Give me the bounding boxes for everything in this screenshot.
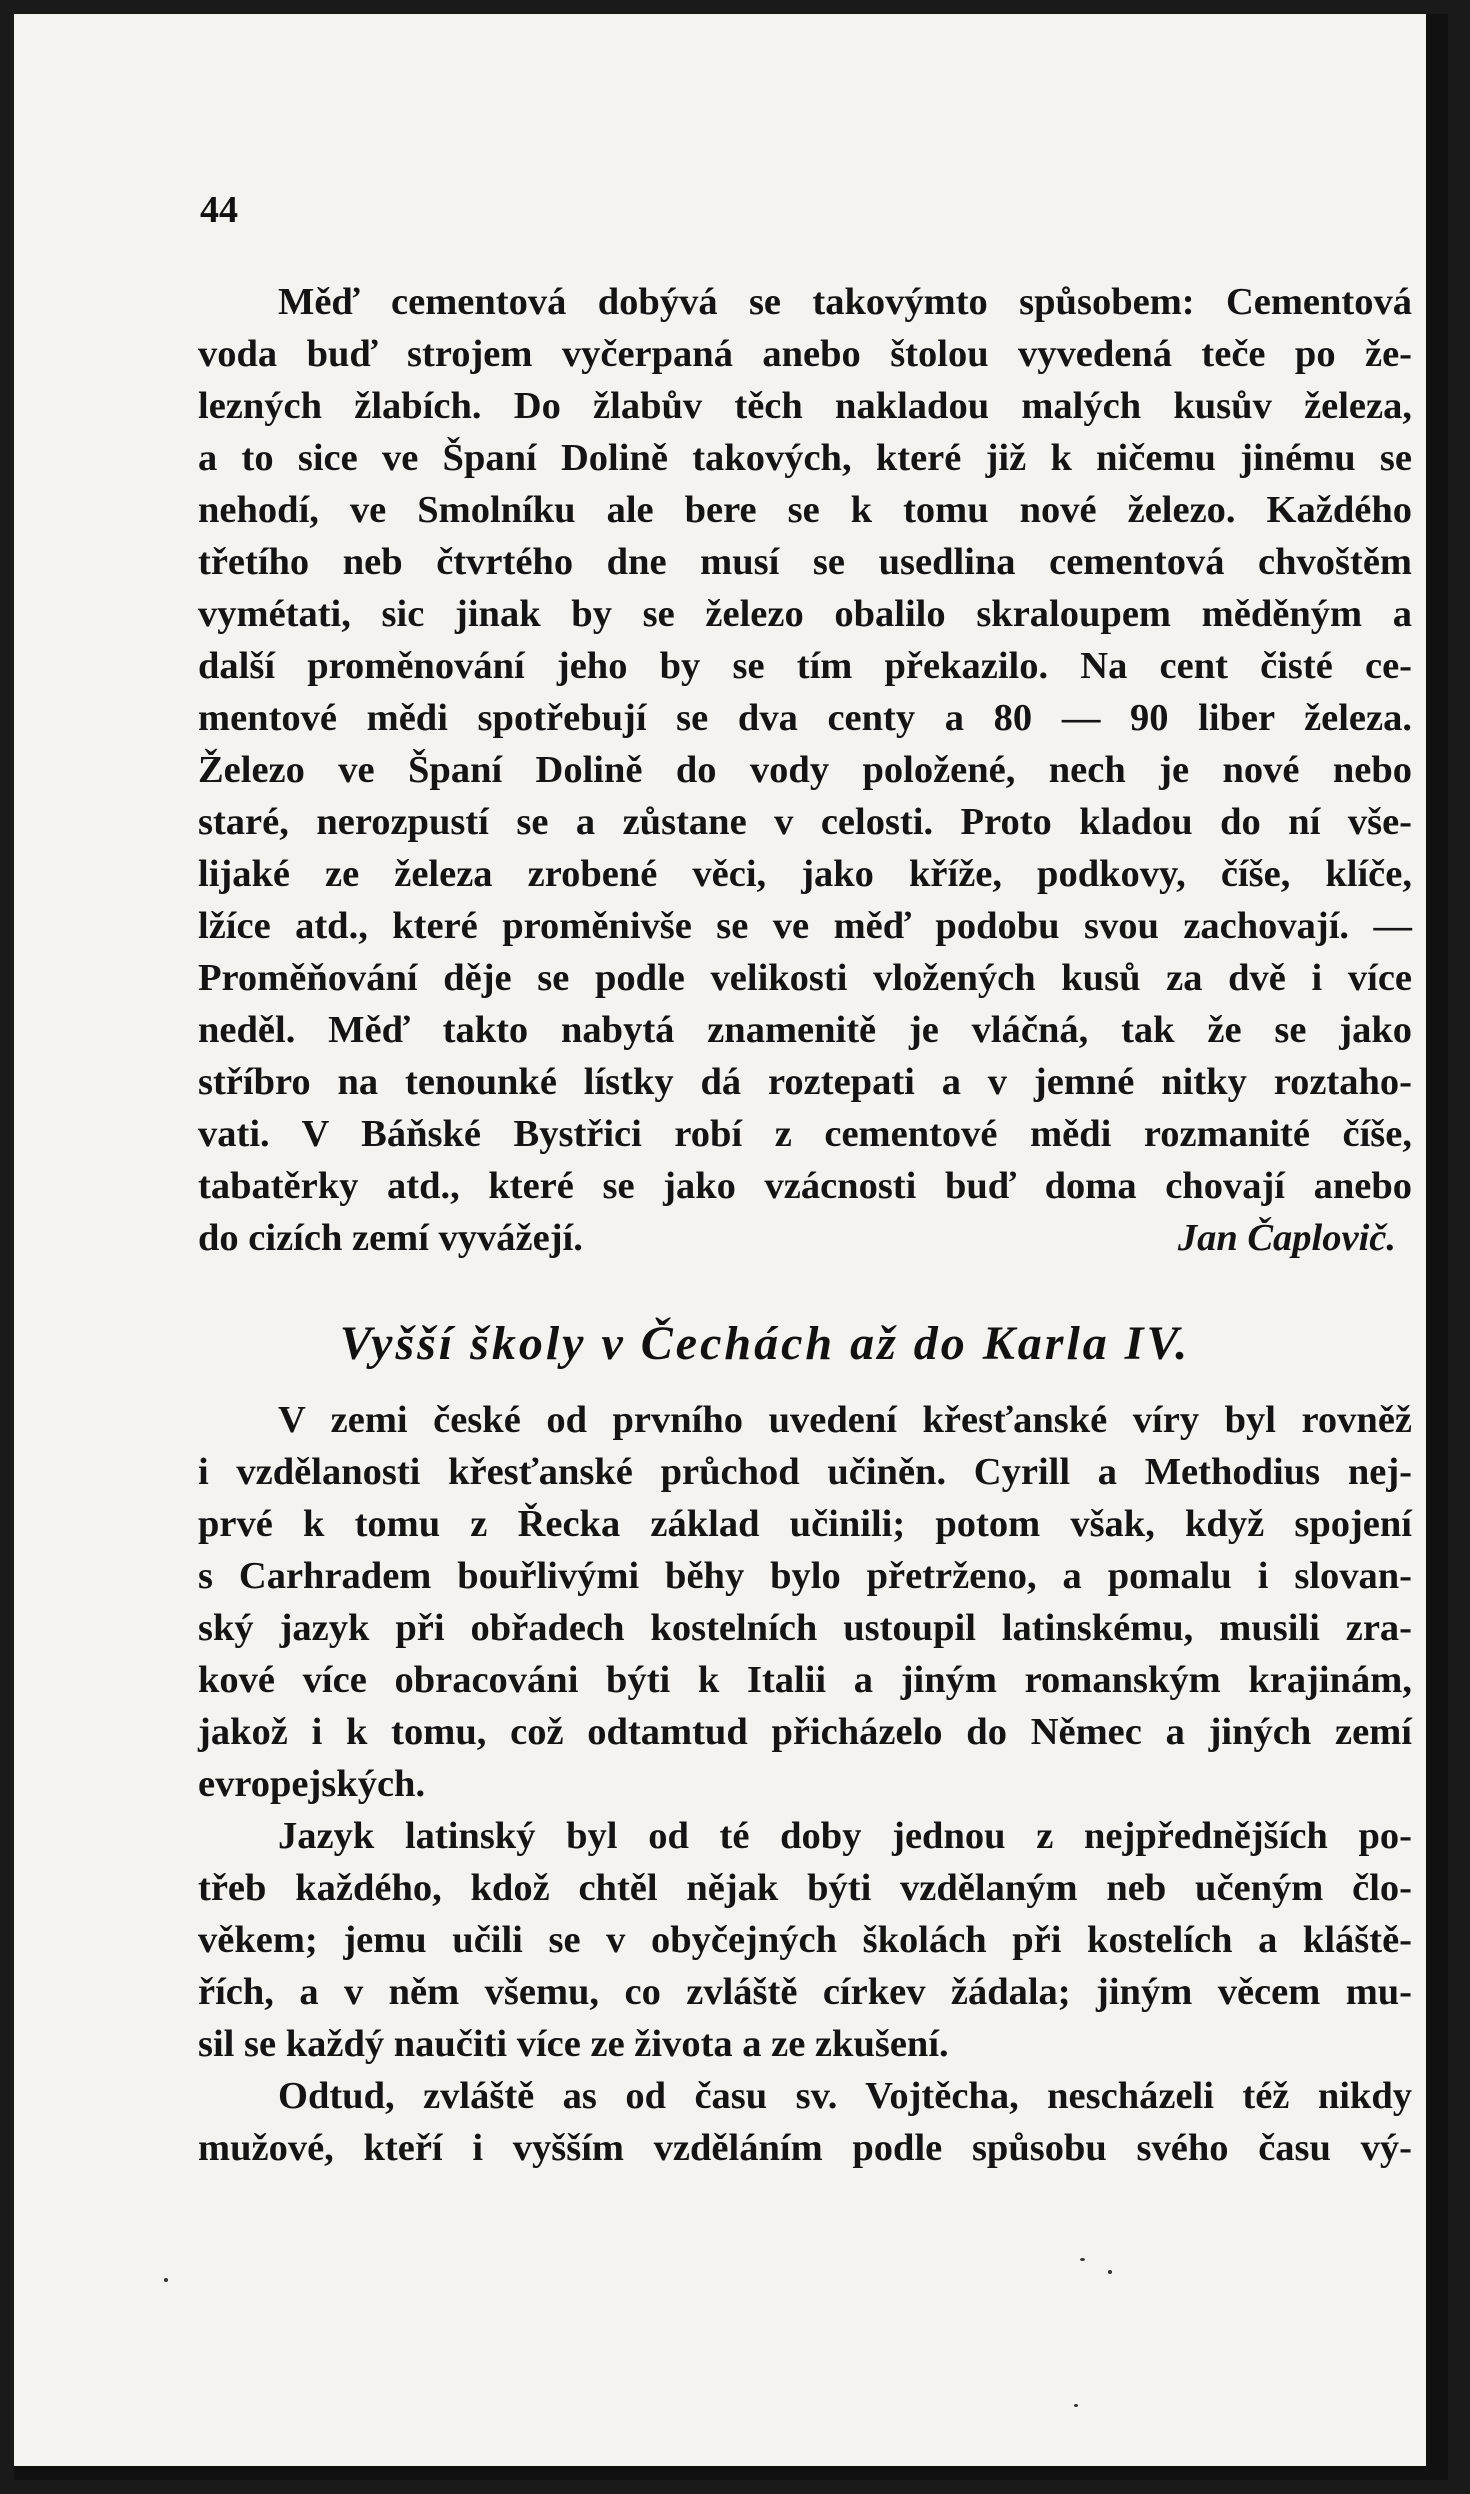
text-line: Proměňování děje se podle velikosti vložených kusů za dvě i více (198, 957, 1412, 999)
book-page (14, 14, 1448, 2480)
text-line: třeb každého, kdož chtěl nějak býti vzdělaným neb učeným člo- (198, 1867, 1412, 1909)
text-line: sil se každý naučiti více ze života a ze zkušení. (198, 2023, 949, 2065)
text-line: další proměnování jeho by se tím překazilo. Na cent čisté ce- (198, 645, 1412, 687)
page-edge-shadow-right (1426, 14, 1448, 2480)
scan-speck (1074, 2404, 1078, 2407)
page-edge-shadow-bottom (14, 2466, 1448, 2480)
text-line: neděl. Měď takto nabytá znamenitě je vláčná, tak že se jako (198, 1009, 1412, 1051)
text-line: nehodí, ve Smolníku ale bere se k tomu nové železo. Každého (198, 489, 1412, 531)
text-line: stříbro na tenounké lístky dá roztepati a v jemné nitky roztaho- (198, 1061, 1412, 1103)
author-signature: Jan Čaplovič. (1177, 1217, 1396, 1259)
paragraph-vojtech (198, 2070, 1412, 2174)
text-line: staré, nerozpustí se a zůstane v celosti. Proto kladou do ní vše- (198, 801, 1412, 843)
text-line: Železo ve Španí Dolině do vody položené, nech je nové nebo (198, 749, 1412, 791)
text-line: mužové, kteří i vyšším vzděláním podle spůsobu svého času vý- (198, 2127, 1412, 2169)
paragraph-latin-language (198, 1810, 1412, 2070)
text-line: a to sice ve Španí Dolině takových, které již k ničemu jinému se (198, 437, 1412, 479)
text-line: třetího neb čtvrtého dne musí se usedlina cementová chvoštěm (198, 541, 1412, 583)
text-line: voda buď strojem vyčerpaná anebo štolou vyvedená teče po že- (198, 333, 1412, 375)
text-line: řích, a v něm všemu, co zvláště církev žádala; jiným věcem mu- (198, 1971, 1412, 2013)
text-line: věkem; jemu učili se v obyčejných školách při kostelích a kláště- (198, 1919, 1412, 1961)
text-line: Jazyk latinský byl od té doby jednou z nejpřednějších po- (278, 1815, 1412, 1857)
scan-speck (1108, 2270, 1112, 2274)
text-line: vymétati, sic jinak by se železo obalilo skraloupem měděným a (198, 593, 1412, 635)
text-line: tabatěrky atd., které se jako vzácnosti buď doma chovají anebo (198, 1165, 1412, 1207)
text-line: lezných žlabích. Do žlabův těch nakladou malých kusův železa, (198, 385, 1412, 427)
text-line: ský jazyk při obřadech kostelních ustoupil latinskému, musili zra- (198, 1607, 1412, 1649)
scan-speck (1080, 2258, 1085, 2261)
section-heading: Vyšší školy v Čechách až do Karla IV. (339, 1317, 1191, 1370)
page-number: 44 (200, 189, 238, 231)
text-line: i vzdělanosti křesťanské průchod učiněn. Cyrill a Methodius nej- (198, 1451, 1412, 1493)
scan-speck (164, 2278, 168, 2282)
text-line: lžíce atd., které proměnivše se ve měď podobu svou zachovají. — (198, 905, 1412, 947)
text-line: prvé k tomu z Řecka základ učinili; potom však, když spojení (198, 1503, 1412, 1545)
text-line: lijaké ze železa zrobené věci, jako kříže, podkovy, číše, klíče, (198, 853, 1412, 895)
text-line: do cizích zemí vyvážejí. (198, 1217, 583, 1259)
text-line: evropejských. (198, 1763, 426, 1805)
paragraph-cement-copper (198, 276, 1412, 1264)
text-line: V zemi české od prvního uvedení křesťanské víry byl rovněž (278, 1399, 1412, 1441)
text-line: Odtud, zvláště as od času sv. Vojtěcha, nescházeli též nikdy (278, 2075, 1412, 2117)
text-line: kové více obracováni býti k Italii a jiným romanským krajinám, (198, 1659, 1412, 1701)
paragraph-czech-education (198, 1394, 1412, 1810)
text-line: vati. V Báňské Bystřici robí z cementové mědi rozmanité číše, (198, 1113, 1412, 1155)
text-line: jakož i k tomu, což odtamtud přicházelo do Němec a jiných zemí (198, 1711, 1412, 1753)
text-line: Měď cementová dobývá se takovýmto spůsobem: Cementová (278, 281, 1412, 323)
text-line: mentové mědi spotřebují se dva centy a 80 — 90 liber železa. (198, 697, 1412, 739)
text-line-with-signature (198, 1212, 1412, 1264)
text-line: s Carhradem bouřlivými běhy bylo přetrženo, a pomalu i slovan- (198, 1555, 1412, 1597)
